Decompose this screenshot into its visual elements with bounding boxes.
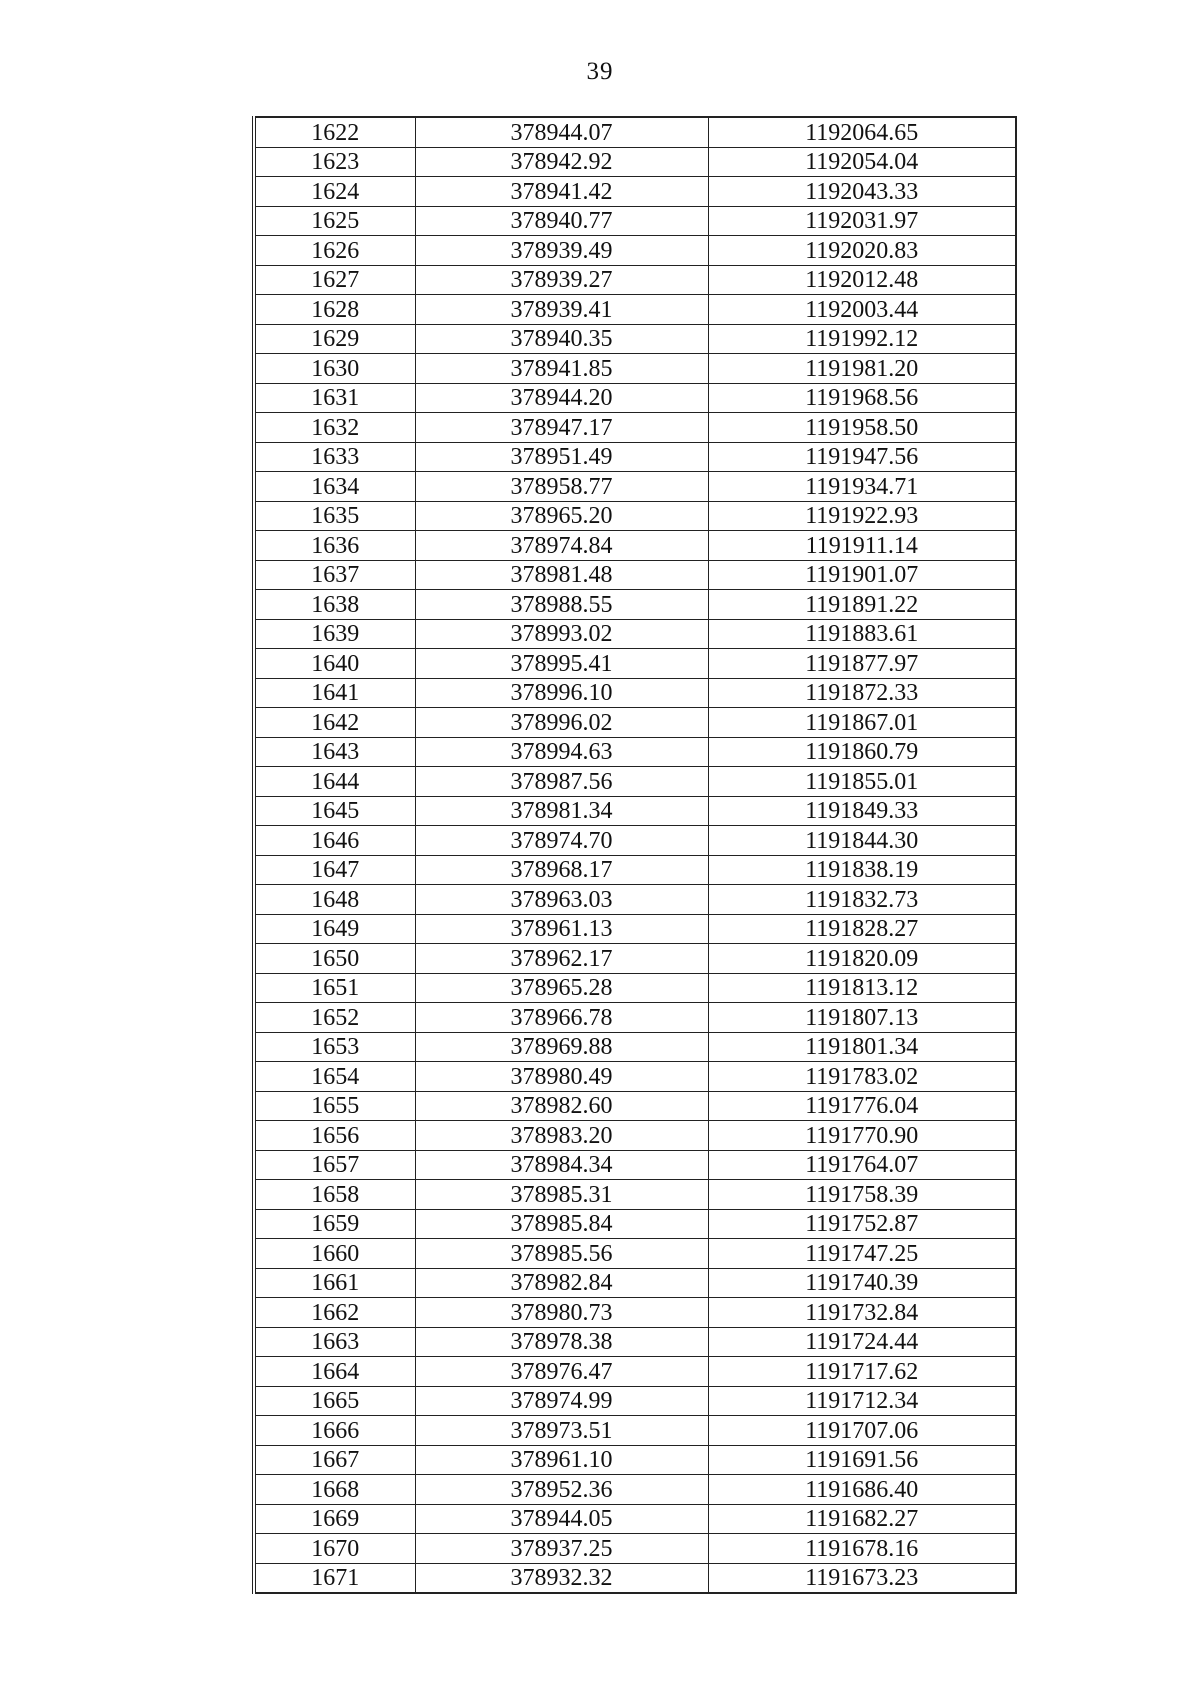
x-coordinate-cell: 378952.36 [415, 1475, 708, 1505]
y-coordinate-cell: 1191828.27 [708, 914, 1016, 944]
y-coordinate-cell: 1192020.83 [708, 236, 1016, 266]
point-number-cell: 1639 [254, 619, 415, 649]
x-coordinate-cell: 378983.20 [415, 1121, 708, 1151]
x-coordinate-cell: 378985.84 [415, 1209, 708, 1239]
table-row [254, 1357, 1016, 1387]
y-coordinate-cell: 1191867.01 [708, 708, 1016, 738]
x-coordinate-cell: 378980.73 [415, 1298, 708, 1328]
point-number-cell: 1670 [254, 1534, 415, 1564]
table-row [254, 914, 1016, 944]
point-number-cell: 1649 [254, 914, 415, 944]
x-coordinate-cell: 378973.51 [415, 1416, 708, 1446]
table-row [254, 1475, 1016, 1505]
table-row [254, 737, 1016, 767]
table-row [254, 796, 1016, 826]
point-number-cell: 1655 [254, 1091, 415, 1121]
y-coordinate-cell: 1191891.22 [708, 590, 1016, 620]
table-row [254, 1298, 1016, 1328]
y-coordinate-cell: 1191740.39 [708, 1268, 1016, 1298]
point-number-cell: 1628 [254, 295, 415, 325]
table-row [254, 1180, 1016, 1210]
table-row [254, 1003, 1016, 1033]
y-coordinate-cell: 1191712.34 [708, 1386, 1016, 1416]
table-row [254, 354, 1016, 384]
point-number-cell: 1636 [254, 531, 415, 561]
table-row [254, 619, 1016, 649]
point-number-cell: 1652 [254, 1003, 415, 1033]
y-coordinate-cell: 1191922.93 [708, 501, 1016, 531]
x-coordinate-cell: 378939.49 [415, 236, 708, 266]
table-row [254, 442, 1016, 472]
y-coordinate-cell: 1191678.16 [708, 1534, 1016, 1564]
table-row [254, 1386, 1016, 1416]
point-number-cell: 1624 [254, 177, 415, 207]
x-coordinate-cell: 378974.84 [415, 531, 708, 561]
table-row [254, 295, 1016, 325]
x-coordinate-cell: 378944.20 [415, 383, 708, 413]
x-coordinate-cell: 378937.25 [415, 1534, 708, 1564]
y-coordinate-cell: 1191947.56 [708, 442, 1016, 472]
point-number-cell: 1654 [254, 1062, 415, 1092]
y-coordinate-cell: 1191764.07 [708, 1150, 1016, 1180]
table-row [254, 177, 1016, 207]
x-coordinate-cell: 378995.41 [415, 649, 708, 679]
point-number-cell: 1641 [254, 678, 415, 708]
y-coordinate-cell: 1191724.44 [708, 1327, 1016, 1357]
table-row [254, 708, 1016, 738]
point-number-cell: 1666 [254, 1416, 415, 1446]
point-number-cell: 1631 [254, 383, 415, 413]
point-number-cell: 1637 [254, 560, 415, 590]
table-row [254, 206, 1016, 236]
point-number-cell: 1651 [254, 973, 415, 1003]
y-coordinate-cell: 1191776.04 [708, 1091, 1016, 1121]
point-number-cell: 1658 [254, 1180, 415, 1210]
table-row [254, 590, 1016, 620]
point-number-cell: 1660 [254, 1239, 415, 1269]
y-coordinate-cell: 1191691.56 [708, 1445, 1016, 1475]
x-coordinate-cell: 378981.34 [415, 796, 708, 826]
y-coordinate-cell: 1191992.12 [708, 324, 1016, 354]
table-row [254, 265, 1016, 295]
y-coordinate-cell: 1191752.87 [708, 1209, 1016, 1239]
y-coordinate-cell: 1191807.13 [708, 1003, 1016, 1033]
point-number-cell: 1635 [254, 501, 415, 531]
x-coordinate-cell: 378947.17 [415, 413, 708, 443]
point-number-cell: 1625 [254, 206, 415, 236]
x-coordinate-cell: 378942.92 [415, 147, 708, 177]
y-coordinate-cell: 1191877.97 [708, 649, 1016, 679]
x-coordinate-cell: 378940.35 [415, 324, 708, 354]
table-row [254, 1121, 1016, 1151]
x-coordinate-cell: 378939.27 [415, 265, 708, 295]
x-coordinate-cell: 378984.34 [415, 1150, 708, 1180]
x-coordinate-cell: 378961.10 [415, 1445, 708, 1475]
table-row [254, 649, 1016, 679]
x-coordinate-cell: 378993.02 [415, 619, 708, 649]
table-row [254, 678, 1016, 708]
x-coordinate-cell: 378941.42 [415, 177, 708, 207]
y-coordinate-cell: 1192064.65 [708, 117, 1016, 147]
table-row [254, 501, 1016, 531]
x-coordinate-cell: 378932.32 [415, 1563, 708, 1593]
point-number-cell: 1647 [254, 855, 415, 885]
table-row [254, 973, 1016, 1003]
table-row [254, 324, 1016, 354]
point-number-cell: 1642 [254, 708, 415, 738]
y-coordinate-cell: 1192054.04 [708, 147, 1016, 177]
table-row [254, 383, 1016, 413]
y-coordinate-cell: 1191844.30 [708, 826, 1016, 856]
table-row [254, 944, 1016, 974]
table-row [254, 885, 1016, 915]
table-row [254, 1032, 1016, 1062]
x-coordinate-cell: 378941.85 [415, 354, 708, 384]
x-coordinate-cell: 378985.56 [415, 1239, 708, 1269]
x-coordinate-cell: 378944.05 [415, 1504, 708, 1534]
y-coordinate-cell: 1191783.02 [708, 1062, 1016, 1092]
y-coordinate-cell: 1191717.62 [708, 1357, 1016, 1387]
x-coordinate-cell: 378965.20 [415, 501, 708, 531]
x-coordinate-cell: 378987.56 [415, 767, 708, 797]
point-number-cell: 1668 [254, 1475, 415, 1505]
x-coordinate-cell: 378976.47 [415, 1357, 708, 1387]
point-number-cell: 1669 [254, 1504, 415, 1534]
x-coordinate-cell: 378969.88 [415, 1032, 708, 1062]
y-coordinate-cell: 1191682.27 [708, 1504, 1016, 1534]
table-row [254, 1209, 1016, 1239]
point-number-cell: 1622 [254, 117, 415, 147]
point-number-cell: 1665 [254, 1386, 415, 1416]
x-coordinate-cell: 378974.99 [415, 1386, 708, 1416]
x-coordinate-cell: 378996.10 [415, 678, 708, 708]
y-coordinate-cell: 1191832.73 [708, 885, 1016, 915]
table-row [254, 1416, 1016, 1446]
y-coordinate-cell: 1191801.34 [708, 1032, 1016, 1062]
y-coordinate-cell: 1191820.09 [708, 944, 1016, 974]
point-number-cell: 1623 [254, 147, 415, 177]
table-row [254, 1268, 1016, 1298]
y-coordinate-cell: 1191981.20 [708, 354, 1016, 384]
table-row [254, 1445, 1016, 1475]
table-row [254, 1062, 1016, 1092]
y-coordinate-cell: 1192003.44 [708, 295, 1016, 325]
point-number-cell: 1661 [254, 1268, 415, 1298]
table-row [254, 147, 1016, 177]
table-row [254, 413, 1016, 443]
point-number-cell: 1629 [254, 324, 415, 354]
x-coordinate-cell: 378958.77 [415, 472, 708, 502]
x-coordinate-cell: 378962.17 [415, 944, 708, 974]
table-row [254, 236, 1016, 266]
y-coordinate-cell: 1191673.23 [708, 1563, 1016, 1593]
y-coordinate-cell: 1192031.97 [708, 206, 1016, 236]
x-coordinate-cell: 378968.17 [415, 855, 708, 885]
table-row [254, 1504, 1016, 1534]
y-coordinate-cell: 1191968.56 [708, 383, 1016, 413]
point-number-cell: 1632 [254, 413, 415, 443]
point-number-cell: 1664 [254, 1357, 415, 1387]
y-coordinate-cell: 1192012.48 [708, 265, 1016, 295]
point-number-cell: 1659 [254, 1209, 415, 1239]
table-row [254, 855, 1016, 885]
y-coordinate-cell: 1191747.25 [708, 1239, 1016, 1269]
table-row [254, 1239, 1016, 1269]
x-coordinate-cell: 378994.63 [415, 737, 708, 767]
point-number-cell: 1644 [254, 767, 415, 797]
x-coordinate-cell: 378978.38 [415, 1327, 708, 1357]
y-coordinate-cell: 1191872.33 [708, 678, 1016, 708]
x-coordinate-cell: 378982.84 [415, 1268, 708, 1298]
x-coordinate-cell: 378982.60 [415, 1091, 708, 1121]
x-coordinate-cell: 378985.31 [415, 1180, 708, 1210]
table-row [254, 767, 1016, 797]
y-coordinate-cell: 1191686.40 [708, 1475, 1016, 1505]
y-coordinate-cell: 1191838.19 [708, 855, 1016, 885]
x-coordinate-cell: 378996.02 [415, 708, 708, 738]
table-row [254, 1150, 1016, 1180]
y-coordinate-cell: 1191813.12 [708, 973, 1016, 1003]
page-number: 39 [586, 58, 614, 85]
point-number-cell: 1633 [254, 442, 415, 472]
point-number-cell: 1648 [254, 885, 415, 915]
point-number-cell: 1657 [254, 1150, 415, 1180]
y-coordinate-cell: 1191855.01 [708, 767, 1016, 797]
x-coordinate-cell: 378961.13 [415, 914, 708, 944]
table-row [254, 1563, 1016, 1593]
table-row [254, 1327, 1016, 1357]
point-number-cell: 1626 [254, 236, 415, 266]
table-row [254, 826, 1016, 856]
point-number-cell: 1653 [254, 1032, 415, 1062]
point-number-cell: 1646 [254, 826, 415, 856]
y-coordinate-cell: 1191958.50 [708, 413, 1016, 443]
table-row [254, 1091, 1016, 1121]
point-number-cell: 1662 [254, 1298, 415, 1328]
y-coordinate-cell: 1191732.84 [708, 1298, 1016, 1328]
y-coordinate-cell: 1191901.07 [708, 560, 1016, 590]
table-row [254, 1534, 1016, 1564]
point-number-cell: 1634 [254, 472, 415, 502]
x-coordinate-cell: 378981.48 [415, 560, 708, 590]
point-number-cell: 1671 [254, 1563, 415, 1593]
point-number-cell: 1645 [254, 796, 415, 826]
point-number-cell: 1627 [254, 265, 415, 295]
point-number-cell: 1643 [254, 737, 415, 767]
y-coordinate-cell: 1192043.33 [708, 177, 1016, 207]
y-coordinate-cell: 1191707.06 [708, 1416, 1016, 1446]
table-row [254, 531, 1016, 561]
y-coordinate-cell: 1191934.71 [708, 472, 1016, 502]
point-number-cell: 1667 [254, 1445, 415, 1475]
point-number-cell: 1630 [254, 354, 415, 384]
x-coordinate-cell: 378940.77 [415, 206, 708, 236]
x-coordinate-cell: 378966.78 [415, 1003, 708, 1033]
y-coordinate-cell: 1191758.39 [708, 1180, 1016, 1210]
x-coordinate-cell: 378963.03 [415, 885, 708, 915]
y-coordinate-cell: 1191860.79 [708, 737, 1016, 767]
table-row [254, 560, 1016, 590]
x-coordinate-cell: 378988.55 [415, 590, 708, 620]
y-coordinate-cell: 1191911.14 [708, 531, 1016, 561]
x-coordinate-cell: 378951.49 [415, 442, 708, 472]
coordinates-table [252, 116, 1017, 1594]
point-number-cell: 1640 [254, 649, 415, 679]
y-coordinate-cell: 1191849.33 [708, 796, 1016, 826]
y-coordinate-cell: 1191770.90 [708, 1121, 1016, 1151]
x-coordinate-cell: 378965.28 [415, 973, 708, 1003]
point-number-cell: 1638 [254, 590, 415, 620]
x-coordinate-cell: 378980.49 [415, 1062, 708, 1092]
x-coordinate-cell: 378939.41 [415, 295, 708, 325]
point-number-cell: 1663 [254, 1327, 415, 1357]
x-coordinate-cell: 378974.70 [415, 826, 708, 856]
table-row [254, 117, 1016, 147]
point-number-cell: 1650 [254, 944, 415, 974]
point-number-cell: 1656 [254, 1121, 415, 1151]
x-coordinate-cell: 378944.07 [415, 117, 708, 147]
y-coordinate-cell: 1191883.61 [708, 619, 1016, 649]
table-row [254, 472, 1016, 502]
